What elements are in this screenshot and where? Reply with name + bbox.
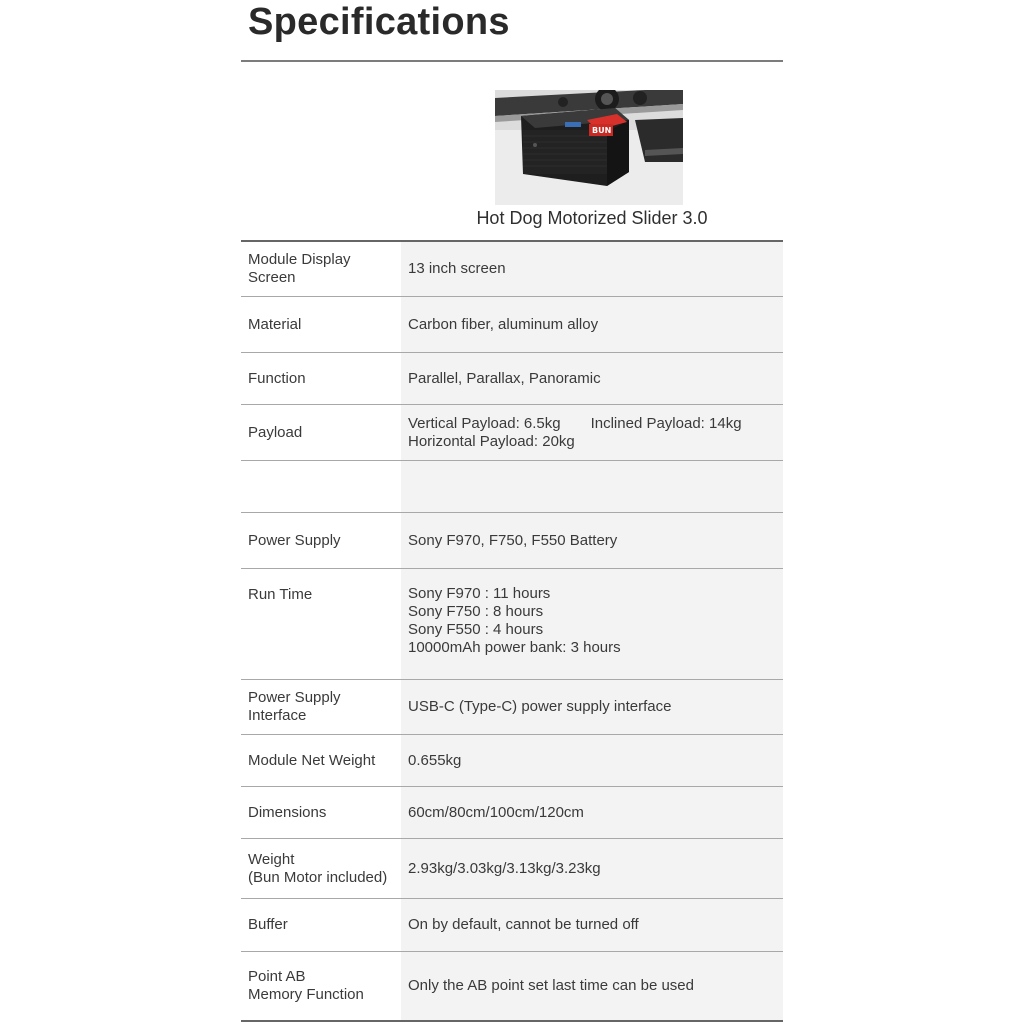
- spec-row: [241, 680, 783, 735]
- spec-value-line: Carbon fiber, aluminum alloy: [408, 315, 599, 333]
- spec-value: [401, 839, 783, 898]
- spec-label: [241, 680, 401, 734]
- horizontal-payload: Horizontal Payload: 20kg: [408, 432, 575, 450]
- spec-label: [241, 952, 401, 1020]
- spec-row: [241, 787, 783, 839]
- spec-label-line: Power Supply: [248, 689, 341, 706]
- spec-value-line: On by default, cannot be turned off: [408, 916, 639, 933]
- spec-value-line: 2.93kg/3.03kg/3.13kg/3.23kg: [408, 859, 601, 877]
- spec-value-line: 13 inch screen: [408, 260, 506, 277]
- spec-label-line: Power Supply: [248, 531, 341, 549]
- spec-row: [241, 735, 783, 787]
- spec-label-line: Buffer: [248, 916, 288, 933]
- spec-label-line: Interface: [248, 707, 307, 724]
- spec-value: [401, 461, 783, 512]
- spec-label: [241, 297, 401, 352]
- spec-value-line: 60cm/80cm/100cm/120cm: [408, 803, 584, 821]
- spec-value: [401, 405, 783, 460]
- spec-value-line: Sony F750 : 8 hours: [408, 603, 544, 620]
- page-title: Specifications: [248, 1, 510, 43]
- spec-value-line: Sony F970 : 11 hours: [408, 585, 551, 602]
- spec-label: [241, 405, 401, 460]
- spec-label-line: Material: [248, 315, 302, 333]
- spec-label: [241, 899, 401, 951]
- spec-value-line: Only the AB point set last time can be used: [408, 977, 694, 994]
- spec-value: [401, 513, 783, 568]
- spec-value-line: 10000mAh power bank: 3 hours: [408, 639, 621, 656]
- spec-label-line: Memory Function: [248, 986, 364, 1003]
- spec-label: [241, 839, 401, 898]
- spec-value: [401, 242, 783, 296]
- spec-label: [241, 513, 401, 568]
- spec-label-line: Function: [248, 369, 306, 387]
- spec-label-line: (Bun Motor included): [248, 868, 388, 886]
- spec-row: [241, 405, 783, 461]
- spec-value: [401, 735, 783, 786]
- inclined-payload: Inclined Payload: 14kg: [590, 414, 742, 432]
- spec-label-line: Module Net Weight: [248, 751, 376, 769]
- spec-value: [401, 353, 783, 404]
- spec-row: [241, 899, 783, 952]
- spec-value-line: [408, 415, 783, 433]
- spec-row: [241, 513, 783, 569]
- spec-row: [241, 952, 783, 1022]
- spec-label-line: Payload: [248, 423, 303, 441]
- product-header: [401, 62, 783, 241]
- spec-value-line: USB-C (Type-C) power supply interface: [408, 698, 672, 715]
- vertical-payload: Vertical Payload: 6.5kg: [408, 414, 561, 432]
- product-image: [495, 90, 683, 205]
- spec-label-line: Module Display: [248, 251, 351, 268]
- spec-label: [241, 569, 401, 679]
- spec-table: [241, 240, 783, 1022]
- spec-row: [241, 297, 783, 353]
- spec-value-line: Parallel, Parallax, Panoramic: [408, 369, 601, 387]
- spec-label: [241, 353, 401, 404]
- specifications-section: [241, 0, 783, 1003]
- spec-value: [401, 297, 783, 352]
- spec-label: [241, 787, 401, 838]
- product-name: Hot Dog Motorized Slider 3.0: [476, 208, 708, 228]
- spec-label-line: Dimensions: [248, 803, 327, 821]
- spec-value: [401, 787, 783, 838]
- spec-value-line: 0.655kg: [408, 751, 462, 769]
- spec-row: [241, 461, 783, 513]
- spec-value: [401, 569, 783, 679]
- spec-row: [241, 242, 783, 297]
- spec-value: [401, 680, 783, 734]
- spec-label-line: Screen: [248, 269, 296, 286]
- spec-label: [241, 242, 401, 296]
- spec-row: [241, 353, 783, 405]
- spec-label-line: Run Time: [248, 586, 313, 603]
- spec-label: [241, 461, 401, 512]
- spec-label: [241, 735, 401, 786]
- spec-label-line: Point AB: [248, 968, 306, 985]
- spec-row: [241, 569, 783, 680]
- spec-row: [241, 839, 783, 899]
- product-logo-text: BUN: [592, 126, 612, 135]
- spec-label-line: Weight: [248, 850, 295, 868]
- spec-value-line: Sony F550 : 4 hours: [408, 621, 544, 638]
- spec-value-line: Sony F970, F750, F550 Battery: [408, 531, 618, 549]
- spec-value: [401, 952, 783, 1020]
- spec-value: [401, 899, 783, 951]
